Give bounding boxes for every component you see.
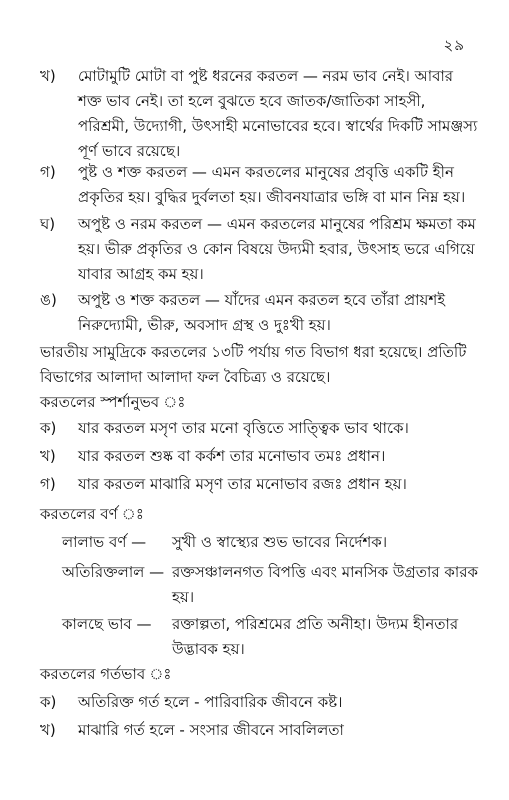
list-marker: খ)	[40, 447, 56, 465]
color-row	[62, 560, 482, 610]
list-item-text: যার করতল শুষ্ক বা কর্কশ তার মনোভাব তমঃ প্রধান।	[78, 447, 386, 465]
color-description: রক্তসঞ্চালনগত বিপত্তি এবং মানসিক উগ্রতার কারক হয়।	[172, 563, 478, 606]
list-marker: ক)	[40, 419, 57, 437]
section-heading-depth: করতলের গর্তভাব ঃ	[40, 665, 172, 683]
color-row	[62, 530, 482, 555]
color-term: কালছে ভাব —	[62, 615, 152, 633]
list-item	[40, 690, 480, 715]
list-marker: খ)	[40, 67, 56, 85]
color-row	[62, 612, 482, 662]
list-item-text: অপুষ্ট ও শক্ত করতল — যাঁদের এমন করতল হবে তাঁরা প্রায়শই নিরুদ্যোমী, ভীরু, অবসাদ গ্রস্থ ও দুঃখী হয়।	[78, 291, 446, 334]
list-item-text: যার করতল মাঝারি মসৃণ তার মনোভাব রজঃ প্রধান হয়।	[78, 475, 407, 493]
list-item	[40, 288, 480, 338]
list-item	[40, 64, 480, 164]
list-item	[40, 416, 480, 441]
list-marker: গ)	[40, 475, 56, 493]
list-item-text: যার করতল মসৃণ তার মনো বৃত্তিতে সাত্ত্বিক ভাব থাকে।	[78, 419, 409, 437]
color-term: লালাভ বর্ণ —	[62, 533, 147, 551]
list-marker: ক)	[40, 693, 57, 711]
color-description: সুখী ও স্বাস্থ্যের শুভ ভাবের নির্দেশক।	[172, 533, 388, 551]
section-heading-color: করতলের বর্ণ ঃ	[40, 505, 144, 523]
page-number: ২৯	[443, 36, 465, 54]
list-item-text: অপুষ্ট ও নরম করতল — এমন করতলের মানুষের পরিশ্রম ক্ষমতা কম হয়। ভীরু প্রকৃতির ও কোন বিষয়ে উদ্যমী হবার, উৎসাহ ভরে এগিয়ে যাবার আগ্রহ কম হয়।	[78, 215, 476, 283]
list-marker: খ)	[40, 721, 56, 739]
body-paragraph: ভারতীয় সামুদ্রিকে করতলের ১৩টি পর্যায় গত বিভাগ ধরা হয়েছে। প্রতিটি বিভাগের আলাদা আলাদা ফল বৈচিত্র্য ও রয়েছে।	[40, 343, 467, 386]
list-item	[40, 160, 480, 210]
list-marker: গ)	[40, 163, 56, 181]
list-item-text: মাঝারি গর্ত হলে - সংসার জীবনে সাবলিলতা	[78, 721, 344, 739]
list-item-text: মোটামুটি মোটা বা পুষ্ট ধরনের করতল — নরম ভাব নেই। আবার শক্ত ভাব নেই। তা হলে বুঝতে হবে জাতক/জাতিকা সাহসী, পরিশ্রমী, উদ্যোগী, উৎসাহী মনোভাবের হবে। স্বার্থের দিকটি সামঞ্জস্য পূর্ণ ভাবে রয়েছে।	[78, 67, 478, 160]
list-marker: ঙ)	[40, 291, 57, 309]
list-item-text: অতিরিক্ত গর্ত হলে - পারিবারিক জীবনে কষ্ট।	[78, 693, 343, 711]
color-term: অতিরিক্তলাল —	[62, 563, 165, 581]
list-item-text: পুষ্ট ও শক্ত করতল — এমন করতলের মানুষের প্রবৃত্তি একটি হীন প্রকৃতির হয়। বুদ্ধির দুর্বলতা হয়। জীবনযাত্রার ভঙ্গি বা মান নিম্ন হয়।	[78, 163, 466, 206]
list-item	[40, 718, 480, 743]
list-item	[40, 472, 480, 497]
list-item	[40, 212, 480, 287]
list-item	[40, 444, 480, 469]
list-marker: ঘ)	[40, 215, 56, 233]
color-description: রক্তাল্পতা, পরিশ্রমের প্রতি অনীহা। উদ্যম হীনতার উদ্ভাবক হয়।	[172, 615, 459, 658]
section-heading-touch: করতলের স্পর্শানুভব ঃ	[40, 393, 186, 411]
